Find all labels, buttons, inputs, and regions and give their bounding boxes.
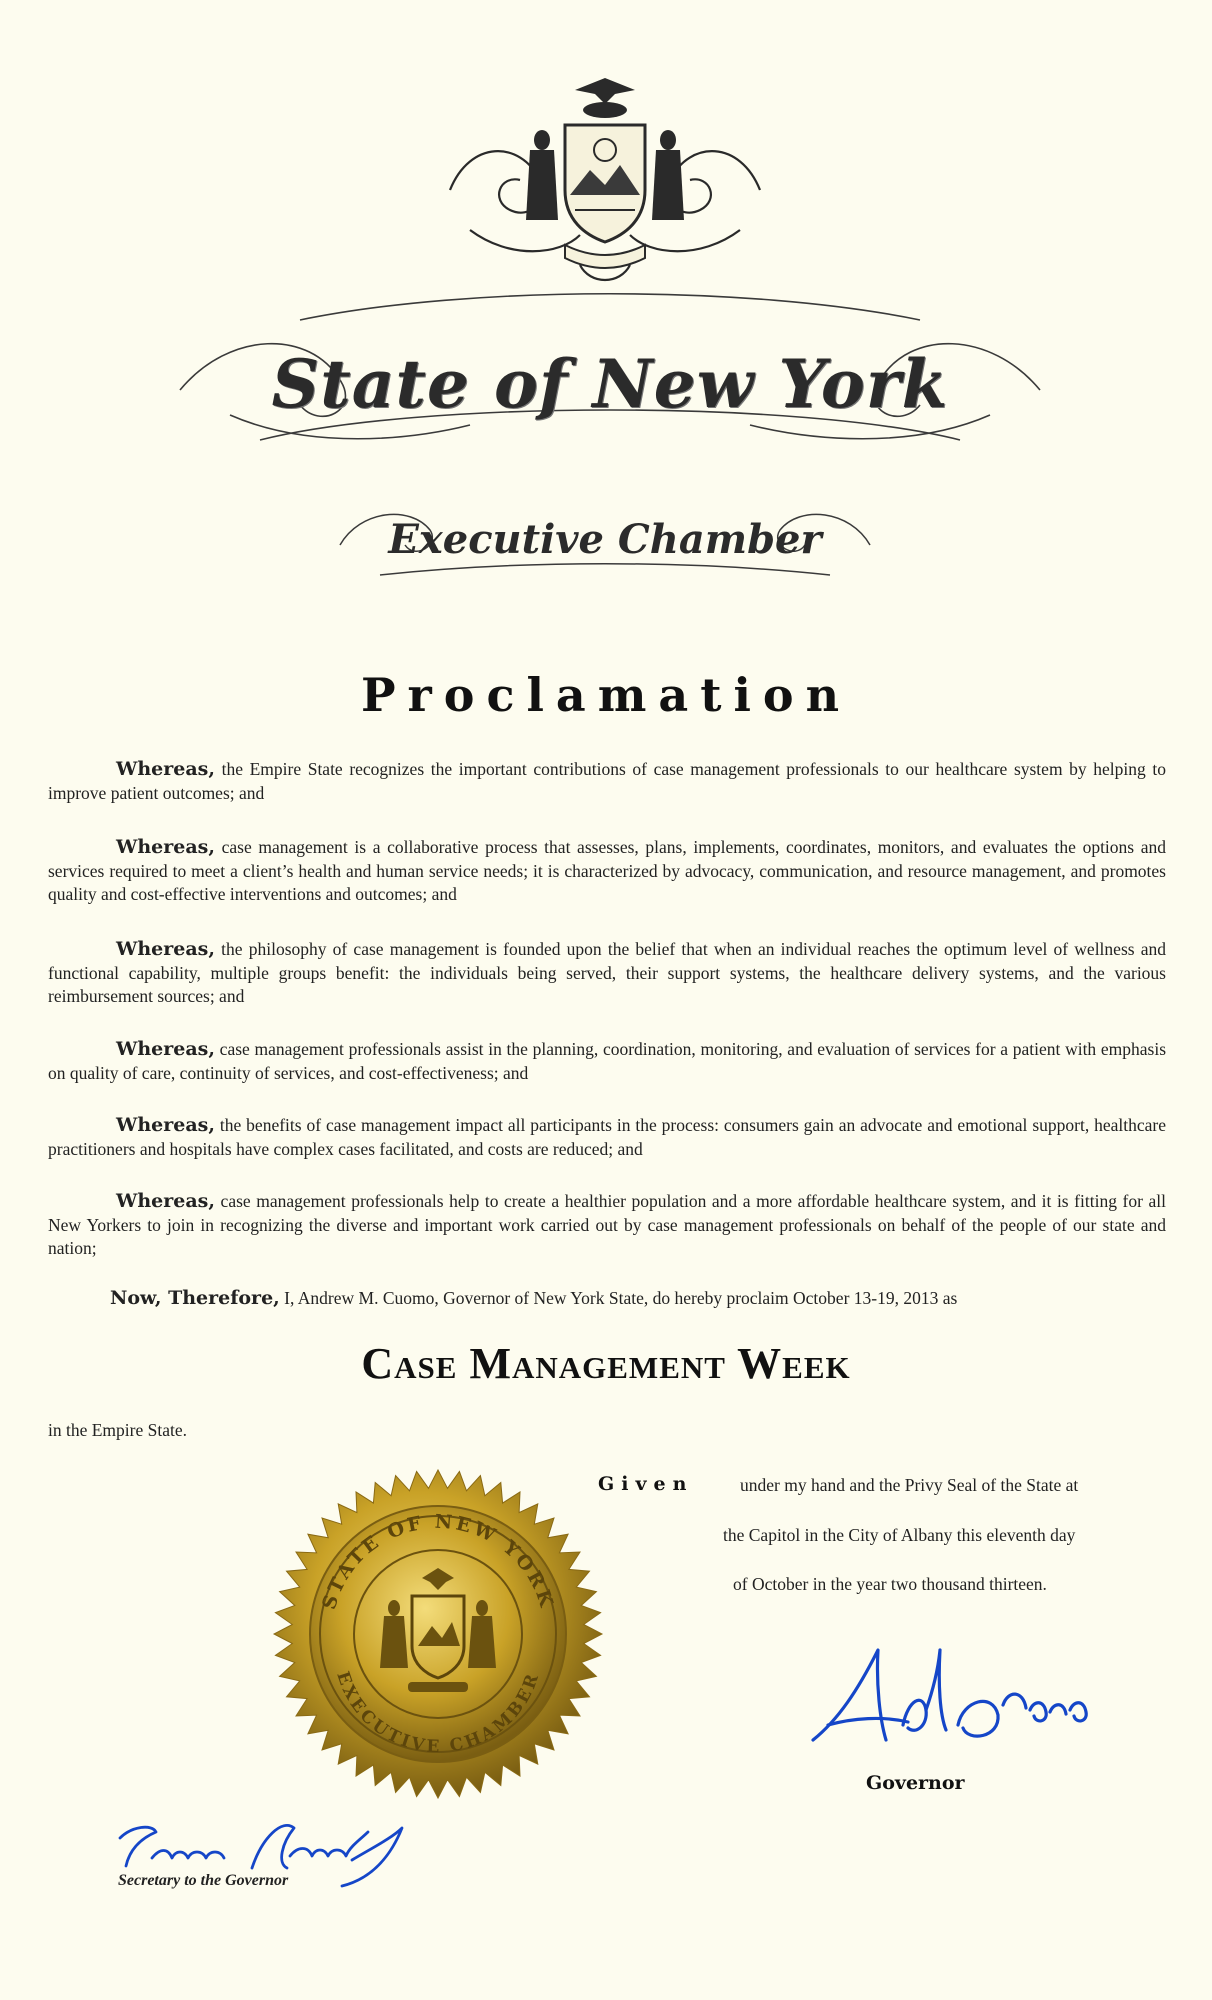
whereas-text: case management professionals help to create a healthier population and a more affordable healthcare system, and it is fitting for all New Yorkers to join in recognizing the diverse and important work carried out by case management professionals on behalf of the people of our state and nation; — [48, 1191, 1167, 1258]
whereas-paragraph — [48, 1038, 1166, 1085]
whereas-paragraph — [48, 758, 1166, 805]
state-coat-of-arms — [430, 70, 780, 300]
proclamation-heading: Proclamation — [360, 668, 852, 722]
now-therefore-text: I, Andrew M. Cuomo, Governor of New York State, do hereby proclaim October 13-19, 2013 as — [284, 1288, 958, 1308]
given-keyword: Given — [598, 1473, 694, 1495]
given-line-1: under my hand and the Privy Seal of the State at — [740, 1475, 1079, 1495]
state-title: State of New York — [271, 345, 949, 423]
seal-bottom-text: EXECUTIVE CHAMBER — [332, 1668, 544, 1758]
now-therefore-keyword: Now, Therefore, — [110, 1287, 280, 1309]
whereas-paragraph — [48, 836, 1166, 907]
chamber-title: Executive Chamber — [388, 516, 822, 563]
whereas-text: the benefits of case management impact all participants in the process: consumers gain an advocate and emotional support, healthcare practitioners and hospitals have complex cases facilitated, and costs are reduced; and — [48, 1115, 1166, 1159]
whereas-text: case management professionals assist in the planning, coordination, monitoring, and evaluation of services for a patient with emphasis on quality of care, continuity of services, and cost-effectiveness; and — [48, 1039, 1167, 1083]
whereas-paragraph — [48, 1114, 1166, 1161]
whereas-text: case management is a collaborative process that assesses, plans, implements, coordinates, monitors, and evaluates the options and services required to meet a client’s health and human service needs; it is characterized by advocacy, communication, and resource management, and promotes quality and cost-effective interventions and outcomes; and — [48, 837, 1167, 904]
whereas-keyword: Whereas, — [116, 1038, 215, 1060]
empire-state-line: in the Empire State. — [48, 1420, 187, 1440]
gold-privy-seal — [272, 1468, 604, 1800]
whereas-keyword: Whereas, — [116, 836, 215, 858]
week-title: Case Management Week — [361, 1339, 851, 1388]
whereas-keyword: Whereas, — [116, 1190, 215, 1212]
whereas-text: the Empire State recognizes the important contributions of case management professionals to our healthcare system by helping to improve patient outcomes; and — [48, 759, 1167, 803]
chamber-banner — [320, 490, 890, 590]
seal-top-text: STATE OF NEW YORK — [318, 1510, 559, 1613]
whereas-keyword: Whereas, — [116, 938, 215, 960]
whereas-keyword: Whereas, — [116, 1114, 215, 1136]
given-line-3: of October in the year two thousand thirteen. — [733, 1574, 1047, 1594]
whereas-paragraph — [48, 938, 1166, 1009]
now-therefore-line — [110, 1287, 957, 1309]
governor-label: Governor — [866, 1772, 965, 1794]
whereas-text: the philosophy of case management is founded upon the belief that when an individual reaches the optimum level of wellness and functional capability, multiple groups benefit: the individuals being served, their support systems, the healthcare delivery systems, and the various reimbursement sources; and — [48, 939, 1167, 1006]
whereas-paragraph — [48, 1190, 1166, 1261]
given-line-2: the Capitol in the City of Albany this eleventh day — [723, 1525, 1076, 1545]
whereas-keyword: Whereas, — [116, 758, 215, 780]
secretary-label: Secretary to the Governor — [118, 1872, 289, 1889]
state-title-banner — [170, 290, 1050, 460]
governor-signature — [808, 1630, 1108, 1760]
